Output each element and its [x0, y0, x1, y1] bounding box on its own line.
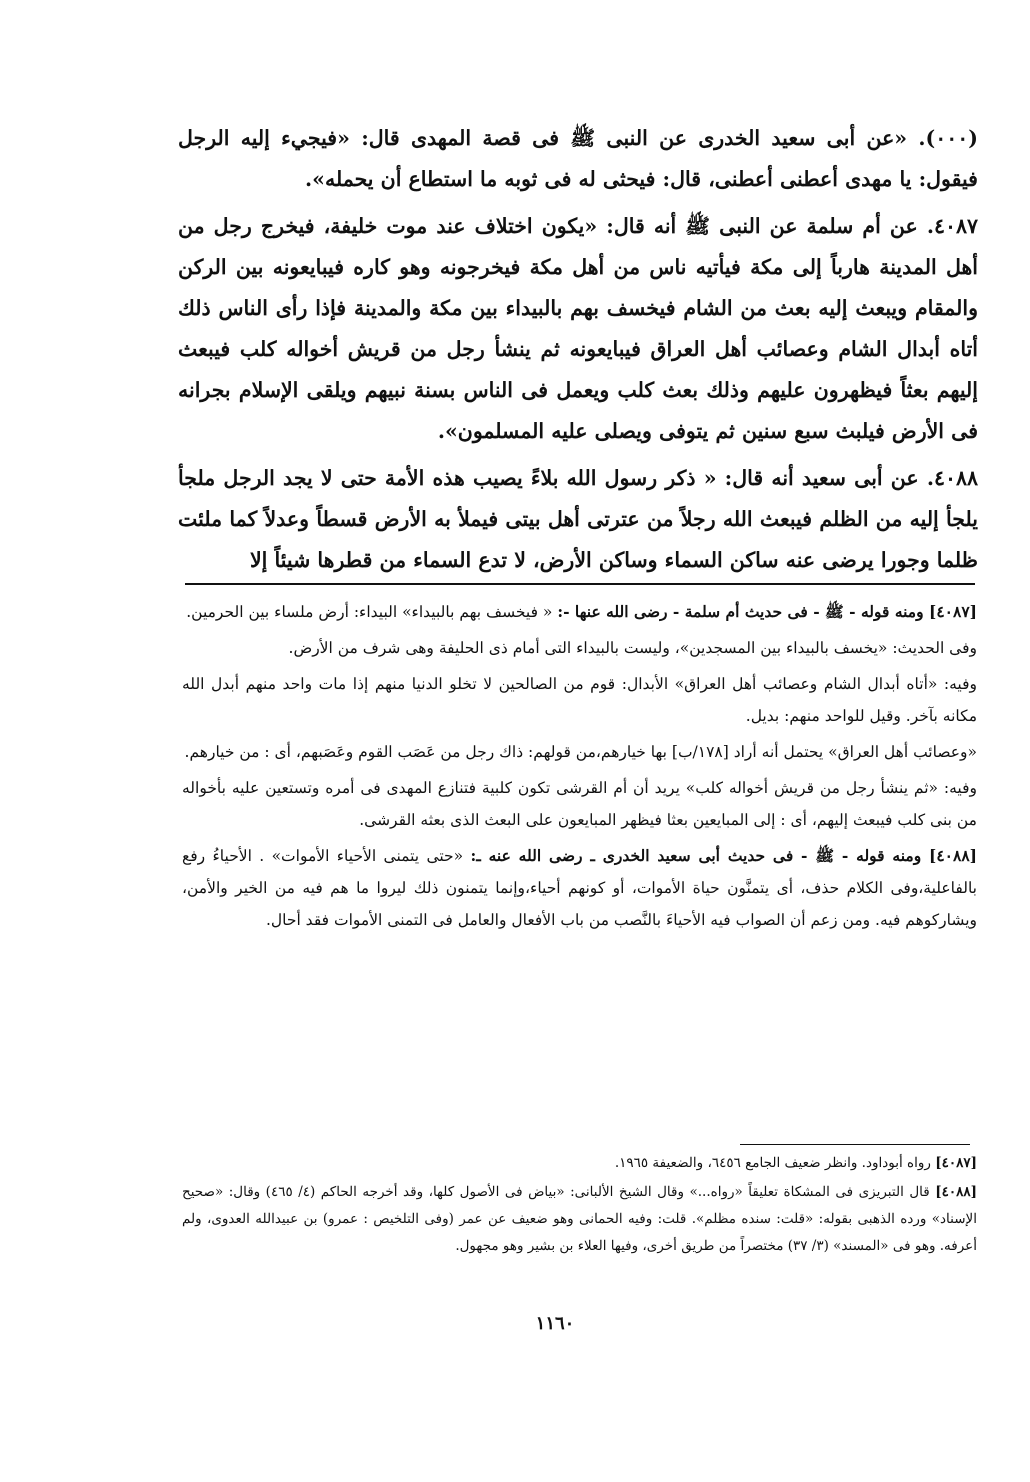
hadith-number: (٠٠٠).: [918, 126, 978, 150]
footnote-text: رواه أبوداود. وانظر ضعيف الجامع ٦٤٥٦، والضعيفة ١٩٦٥.: [614, 1155, 931, 1171]
hadith-paragraph: [178, 458, 978, 581]
commentary-text: « فيخسف بهم بالبيداء» البيداء: أرض ملساء بين الحرمين.: [186, 603, 553, 621]
hadith-text: عن أبى سعيد أنه قال: « ذكر رسول الله بلاءً يصيب هذه الأمة حتى لا يجد الرجل ملجأ يلجأ إليه من الظلم فيبعث الله رجلاً من عترتى أهل بيتى فيملأ به الأرض قسطاً وعدلاً كما ملئت ظلما وجورا يرضى عنه ساكن السماء وساكن الأرض، لا تدع السماء من قطرها شيئاً إلا: [178, 466, 978, 572]
commentary-text: «حتى يتمنى الأحياء الأموات» . الأحياءُ رفع بالفاعلية،وفى الكلام حذف، أى يتمنَّون حياة الأموات، أو كونهم أحياء،وإنما يتمنون ذلك ليروا ما هم فيه من الخير والأمن، ويشاركوهم فيه. ومن زعم أن الصواب فيه الأحياءَ بالنَّصب من باب الأفعال والعامل فى التمنى الأموات فقد أحال.: [182, 847, 977, 929]
footnote-separator: [740, 1144, 970, 1145]
hadith-paragraph: [178, 206, 978, 452]
commentary-paragraph: [182, 596, 977, 628]
page-number: ١١٦٠: [535, 1313, 575, 1334]
hadith-text: عن أم سلمة عن النبى ﷺ أنه قال: «يكون اختلاف عند موت خليفة، فيخرج رجل من أهل المدينة هارباً إلى مكة فيأتيه ناس من أهل مكة فيخرجونه وهو كاره فيبايعونه بين الركن والمقام ويبعث إليه بعث من الشام فيخسف بهم بالبيداء بين مكة والمدينة فإذا رأى الناس ذلك أتاه أبدال الشام وعصائب أهل العراق فيبايعونه ثم ينشأ رجل من قريش أخواله كلب فيبعث إليهم بعثاً فيظهرون عليهم وذلك بعث كلب ويعمل فى الناس بسنة نبيهم ويلقى الإسلام بجرانه فى الأرض فيلبث سبع سنين ثم يتوفى ويصلى عليه المسلمون».: [178, 214, 978, 443]
hadith-text: «عن أبى سعيد الخدرى عن النبى ﷺ فى قصة المهدى قال: «فيجيء إليه الرجل فيقول: يا مهدى أعطنى أعطنى، قال: فيحثى له فى ثوبه ما استطاع أن يحمله».: [178, 126, 978, 191]
commentary-paragraph: وفيه: «ثم ينشأ رجل من قريش أخواله كلب» يريد أن أم القرشى تكون كلبية فتنازع المهدى فى أمره وتستعين عليه بأخواله من بنى كلب فيبعث إليهم، أى : إلى المبايعين بعثا فيظهر المبايعون على البعث الذى بعثه القرشى.: [182, 779, 977, 829]
commentary-paragraph: «وعصائب أهل العراق» يحتمل أنه أراد [١٧٨/ب] بها خيارهم،من قولهم: ذاك رجل من عَصَب القوم وعَصَبهم، أى : من خيارهم.: [184, 743, 977, 761]
footnote-text: قال التبريزى فى المشكاة تعليقاً «رواه...» وقال الشيخ الألبانى: «بياض فى الأصول كلها، وقد أخرجه الحاكم (٤/ ٤٦٥) وقال: «صحيح الإسناد» ورده الذهبى بقوله: «قلت: سنده مظلم». قلت: وفيه الحمانى وهو ضعيف عن عمر (وفى التلخيص : عمرو) بن عبيدالله العدوى، ولم أعرفه. وهو فى «المسند» (٣/ ٣٧) مختصراً من طريق أخرى، وفيها العلاء بن بشير وهو مجهول.: [182, 1184, 977, 1254]
commentary-section: [182, 596, 977, 940]
footnote-label: [٤٠٨٨]: [935, 1184, 978, 1200]
main-text: [178, 118, 978, 587]
commentary-paragraph: [182, 840, 977, 936]
commentary-paragraph: وفى الحديث: «يخسف بالبيداء بين المسجدين»، وليست بالبيداء التى أمام ذى الحليفة وهى شرف من الأرض.: [288, 639, 977, 657]
hadith-number: ٤٠٨٧.: [926, 214, 978, 238]
footnote: [182, 1179, 977, 1260]
commentary-label: [٤٠٨٧] ومنه قوله - ﷺ - فى حديث أم سلمة - رضى الله عنها -:: [557, 602, 977, 621]
hadith-number: ٤٠٨٨.: [926, 466, 979, 490]
footnote-label: [٤٠٨٧]: [935, 1155, 977, 1171]
footnotes-section: [182, 1150, 977, 1262]
commentary-paragraph: وفيه: «أتاه أبدال الشام وعصائب أهل العراق» الأبدال: قوم من الصالحين لا تخلو الدنيا منهم إذا مات واحد منهم أبدل الله مكانه بآخر. وقيل للواحد منهم: بديل.: [182, 675, 977, 725]
footnote: [182, 1150, 977, 1177]
commentary-label: [٤٠٨٨] ومنه قوله - ﷺ - فى حديث أبى سعيد الخدرى ـ رضى الله عنه ـ:: [470, 846, 978, 865]
main-separator: [185, 583, 975, 585]
hadith-paragraph: [178, 118, 978, 200]
